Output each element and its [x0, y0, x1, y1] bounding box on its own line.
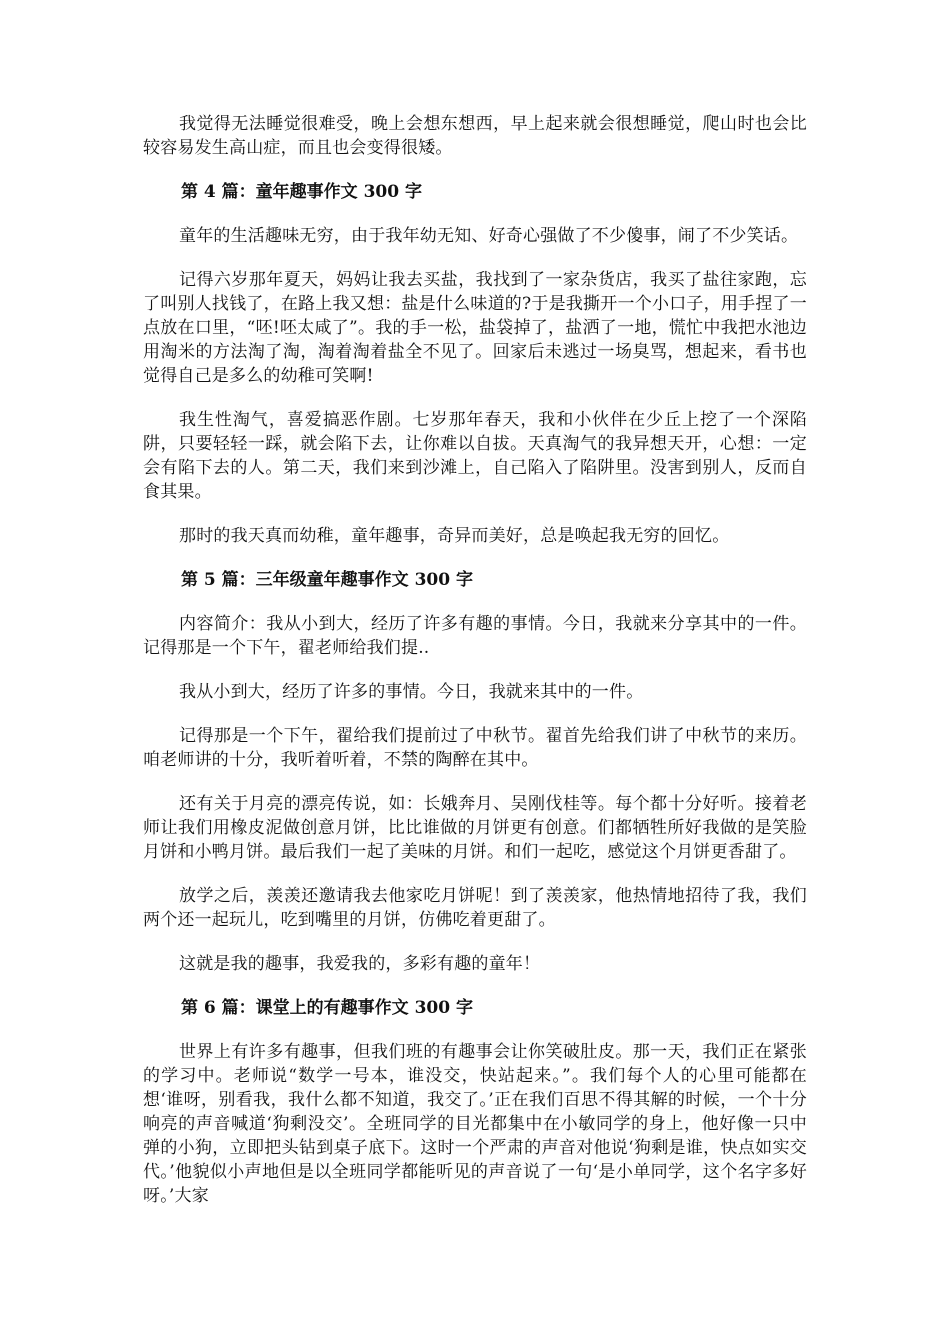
paragraph: 还有关于月亮的漂亮传说，如：长娥奔月、吴刚伐桂等。每个都十分好听。接着老师让我们用橡皮泥做创意月饼，比比谁做的月饼更有创意。们都牺牲所好我做的是笑脸月饼和小鸭月饼。最后我们一起了美味的月饼。和们一起吃，感觉这个月饼更香甜了。 — [143, 794, 807, 862]
document-body — [143, 112, 807, 1228]
paragraph: 记得六岁那年夏天，妈妈让我去买盐，我找到了一家杂货店，我买了盐往家跑，忘了叫别人找钱了，在路上我又想：盐是什么味道的?于是我撕开一个小口子，用手捏了一点放在口里，“呸!呸太咸了”。我的手一松，盐袋掉了，盐洒了一地，慌忙中我把水池边用淘米的方法淘了淘，淘着淘着盐全不见了。回家后未逃过一场臭骂，想起来，看书也觉得自己是多么的幼稚可笑啊! — [143, 270, 807, 386]
paragraph: 这就是我的趣事，我爱我的，多彩有趣的童年！ — [179, 954, 541, 974]
paragraph: 我生性淘气，喜爱搞恶作剧。七岁那年春天，我和小伙伴在少丘上挖了一个深陷阱，只要轻轻一踩，就会陷下去，让你难以自拔。天真淘气的我异想天开，心想：一定会有陷下去的人。第二天，我们来到沙滩上，自己陷入了陷阱里。没害到别人，反而自食其果。 — [143, 410, 807, 502]
paragraph: 童年的生活趣味无穷，由于我年幼无知、好奇心强做了不少傻事，闹了不少笑话。 — [179, 226, 799, 246]
paragraph: 那时的我天真而幼稚，童年趣事，奇异而美好，总是唤起我无穷的回忆。 — [179, 526, 730, 546]
paragraph: 内容简介：我从小到大，经历了许多有趣的事情。今日，我就来分享其中的一件。记得那是一个下午，翟老师给我们提.. — [143, 614, 807, 658]
section-heading: 第 6 篇：课堂上的有趣事作文 300 字 — [181, 998, 473, 1018]
paragraph: 我从小到大，经历了许多的事情。今日，我就来其中的一件。 — [179, 682, 644, 702]
paragraph: 我觉得无法睡觉很难受，晚上会想东想西，早上起来就会很想睡觉，爬山时也会比较容易发生高山症，而且也会变得很矮。 — [143, 114, 807, 158]
paragraph: 记得那是一个下午，翟给我们提前过了中秋节。翟首先给我们讲了中秋节的来历。咱老师讲的十分，我听着听着，不禁的陶醉在其中。 — [143, 726, 807, 770]
section-heading: 第 4 篇：童年趣事作文 300 字 — [181, 182, 422, 202]
paragraph: 放学之后，羡羡还邀请我去他家吃月饼呢！到了羡羡家，他热情地招待了我，我们两个还一起玩儿，吃到嘴里的月饼，仿佛吃着更甜了。 — [143, 886, 807, 930]
section-heading: 第 5 篇：三年级童年趣事作文 300 字 — [181, 570, 473, 590]
paragraph: 世界上有许多有趣事，但我们班的有趣事会让你笑破肚皮。那一天，我们正在紧张的学习中。老师说“数学一号本，谁没交，快站起来。”。我们每个人的心里可能都在想‘谁呀，别看我，我什么都不知道，我交了。’正在我们百思不得其解的时候，一个十分响亮的声音喊道‘狗剩没交’。全班同学的目光都集中在小敏同学的身上，他好像一只中弹的小狗，立即把头钻到桌子底下。这时一个严肃的声音对他说‘狗剩是谁，快点如实交代。’他貌似小声地但是以全班同学都能听见的声音说了一句‘是小单同学，这个名字多好呀。’大家 — [143, 1042, 807, 1206]
